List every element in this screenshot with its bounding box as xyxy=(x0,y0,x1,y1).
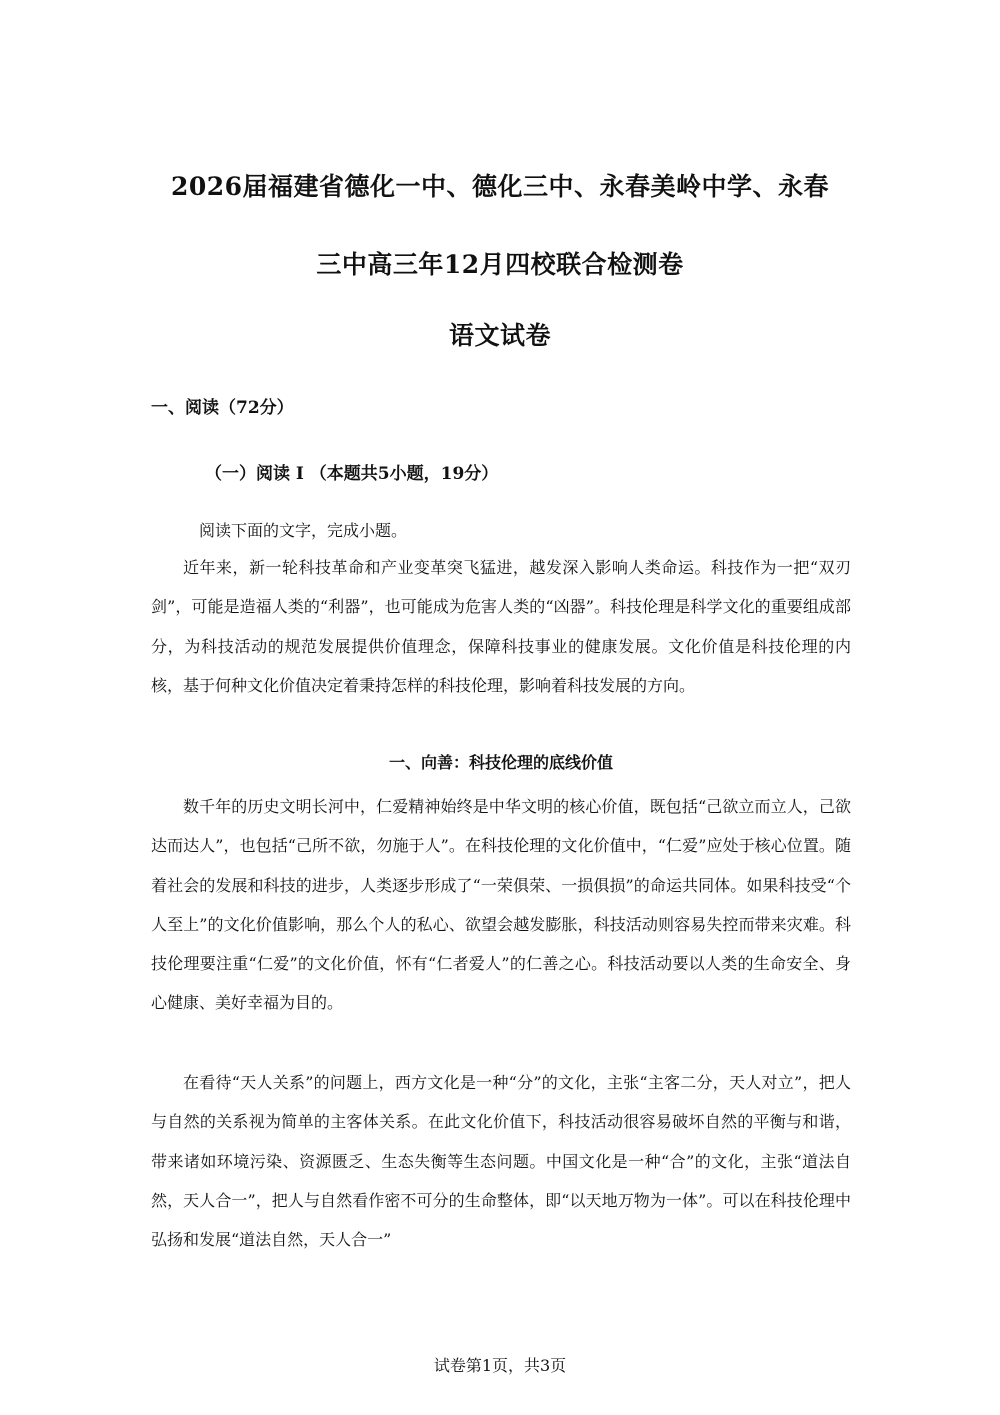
exam-subject-title: 语文试卷 xyxy=(448,321,551,350)
page-footer: 试卷第1页，共3页 xyxy=(433,1356,567,1375)
passage-paragraph-1: 近年来，新一轮科技革命和产业变革突飞猛进，越发深入影响人类命运。科技作为一把“双刃剑”，可能是造福人类的“利器”，也可能成为危害人类的“凶器”。科技伦理是科学文化的重要组成部分，为科技活动的规范发展提供价值理念，保障科技事业的健康发展。文化价值是科技伦理的内核，基于何种文化价值决定着秉持怎样的科技伦理，影响着科技发展的方向。 xyxy=(151,558,851,695)
reading-instruction: 阅读下面的文字，完成小题。 xyxy=(199,521,408,540)
exam-title-line-1: 2026届福建省德化一中、德化三中、永春美岭中学、永春 xyxy=(170,172,830,201)
subsection-heading-reading-1: （一）阅读 I （本题共5小题，19分） xyxy=(205,464,499,484)
passage-heading-1: 一、向善：科技伦理的底线价值 xyxy=(388,753,613,772)
exam-title-line-2: 三中高三年12月四校联合检测卷 xyxy=(316,250,684,279)
section-heading-reading: 一、阅读（72分） xyxy=(151,398,294,418)
passage-paragraph-2: 数千年的历史文明长河中，仁爱精神始终是中华文明的核心价值，既包括“己欲立而立人，己欲达而达人”，也包括“己所不欲，勿施于人”。在科技伦理的文化价值中，“仁爱”应处于核心位置。随着社会的发展和科技的进步，人类逐步形成了“一荣俱荣、一损俱损”的命运共同体。如果科技受“个人至上”的文化价值影响，那么个人的私心、欲望会越发膨胀，科技活动则容易失控而带来灾难。科技伦理要注重“仁爱”的文化价值，怀有“仁者爱人”的仁善之心。科技活动要以人类的生命安全、身心健康、美好幸福为目的。 xyxy=(151,797,851,1013)
passage-paragraph-3: 在看待“天人关系”的问题上，西方文化是一种“分”的文化，主张“主客二分，天人对立”，把人与自然的关系视为简单的主客体关系。在此文化价值下，科技活动很容易破坏自然的平衡与和谐，带来诸如环境污染、资源匮乏、生态失衡等生态问题。中国文化是一种“合”的文化，主张“道法自然，天人合一”，把人与自然看作密不可分的生命整体，即“以天地万物为一体”。可以在科技伦理中弘扬和发展“道法自然，天人合一” xyxy=(151,1073,851,1250)
